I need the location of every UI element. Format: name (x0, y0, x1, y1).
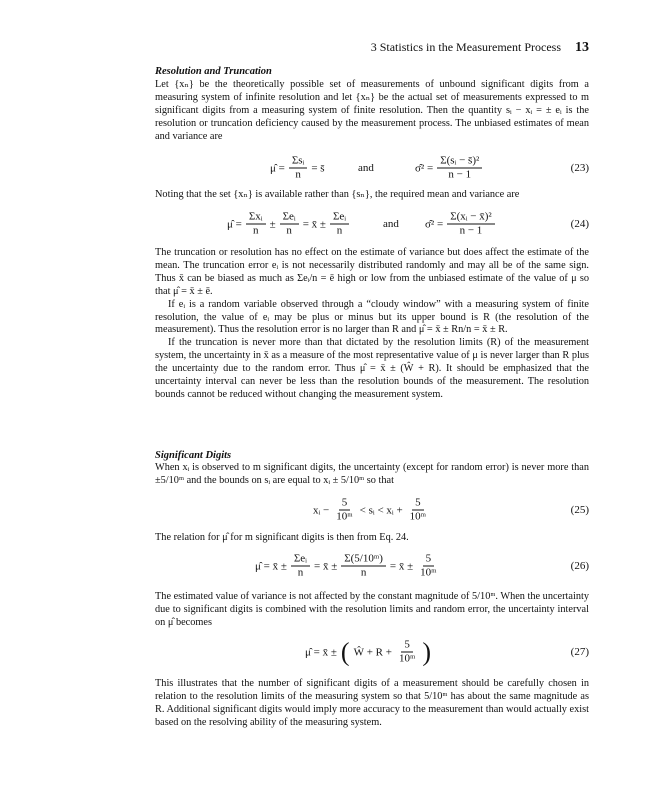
eq27-lhs: μ̂ = x̄ ± (305, 646, 337, 658)
eq27-n: 5 (401, 639, 413, 653)
eq26-n1: Σeᵢ (291, 553, 310, 567)
eq25-frac1 (333, 497, 355, 524)
eq25-d1: 10ᵐ (336, 510, 353, 523)
equation-27 (155, 630, 589, 674)
eq26-d2: n (360, 566, 367, 579)
eq24-mean (227, 211, 349, 238)
eq26-n3: 5 (423, 553, 435, 567)
paragraph-8-text: The estimated value of variance is not affected by the constant magnitude of 5/10ᵐ. When the uncertainty due to significant digits is combined with the resolution limits and random error, the uncertainty interval on μ̂ becomes (155, 591, 589, 628)
paragraph-8 (155, 591, 589, 630)
eq27-inner: Ŵ + R + (353, 646, 392, 658)
eq24-d2: n (286, 224, 292, 237)
eq27-number: (27) (570, 646, 589, 658)
eq25-d2: 10ᵐ (409, 510, 427, 523)
eq26-number: (26) (570, 560, 589, 572)
paragraph-3-text: The truncation or resolution has no effect on the estimate of variance but does affect the estimate of the mean. The truncation error eᵢ is not necessarily distributed randomly and may all be of the same sign. Thus x̄ can be biased as much as Σeᵢ/n = ē high or low from the unbiased estimate of the value of μ so that μ̂ = x̄ ± ē. (155, 247, 589, 297)
paragraph-1-text: Let {xₙ} be the theoretically possible set of measurements of unbound significant digits from a measuring system of infinite resolution and let {xₙ} be the actual set of measurements expressed to m significant digits from a measuring system of finite resolution. Then the quantity sᵢ − xᵢ = ± eᵢ is the resolution or truncation deficiency caused by the measurement process. The unbiased estimates of mean and variance are (155, 79, 589, 142)
eq24-n2: Σeᵢ (280, 211, 299, 225)
eq24-variance (425, 211, 495, 238)
eq24-var-den: n − 1 (459, 224, 483, 237)
eq24-n3: Σeᵢ (330, 211, 349, 225)
paragraph-7 (155, 532, 589, 545)
eq26-n2: Σ(5/10ᵐ) (341, 553, 386, 567)
paragraph-3 (155, 247, 589, 402)
eq25-left: xᵢ − (313, 504, 330, 516)
eq26-mid2: = x̄ ± (389, 560, 414, 572)
eq25-body (313, 497, 429, 524)
equation-24 (155, 204, 589, 244)
eq24-d1: n (252, 224, 259, 237)
paragraph-4-text: If eᵢ is a random variable observed through a “cloudy window” with a measuring system of finite resolution, the value of eᵢ may be plus or minus but its upper bound is R (the resolution of the measurement). Thus the resolution error is no larger than R and μ̂ = x̄ ± Rn/n = x̄ ± R. (155, 298, 589, 336)
paragraph-9-text: This illustrates that the number of significant digits of a measurement should be carefully chosen in relation to the resolution limits of the measuring system so that 5/10ᵐ has about the same magnitude as R. Additional significant digits would imply more accuracy to the measurement than would actually exist based on the resolving ability of the measuring system. (155, 678, 589, 728)
equation-25 (155, 490, 589, 530)
eq23-and: and (358, 162, 374, 174)
eq24-var-fraction (447, 211, 495, 238)
page-number: 13 (575, 40, 589, 55)
eq25-n1: 5 (339, 497, 351, 511)
eq24-var-num: Σ(xᵢ − x̄)² (447, 211, 495, 225)
eq23-number: (23) (570, 162, 589, 174)
eq27-frac (396, 639, 418, 666)
eq25-frac2 (407, 497, 429, 524)
eq24-frac1 (246, 211, 266, 238)
eq24-pm: ± (269, 218, 276, 230)
eq24-frac2 (280, 211, 299, 238)
eq24-mu-lhs: μ̂ = (227, 218, 242, 230)
eq26-mid1: = x̄ ± (313, 560, 338, 572)
eq25-mid: < sᵢ < xᵢ + (359, 504, 403, 516)
paragraph-9 (155, 678, 589, 730)
eq23-var-fraction (437, 155, 482, 182)
paragraph-2 (155, 189, 589, 202)
eq26-frac1 (291, 553, 310, 580)
paragraph-7-text: The relation for μ̂ for m significant digits is then from Eq. 24. (155, 532, 409, 543)
eq23-variance (415, 155, 482, 182)
eq24-n1: Σxᵢ (246, 211, 266, 225)
equation-26 (155, 546, 589, 586)
eq25-n2: 5 (412, 497, 424, 511)
eq26-lhs: μ̂ = x̄ ± (255, 560, 287, 572)
eq26-body (255, 553, 440, 580)
eq26-d1: n (297, 566, 304, 579)
eq24-mid: = x̄ ± (302, 218, 326, 230)
paragraph-6 (155, 462, 589, 488)
eq24-frac3 (330, 211, 349, 238)
eq24-number: (24) (570, 218, 589, 230)
eq26-frac2 (341, 553, 386, 580)
eq24-var-lhs: σ̂² = (425, 218, 444, 230)
eq23-var-num: Σ(sᵢ − s̄)² (437, 155, 482, 169)
paragraph-2-text: Noting that the set {xₙ} is available rather than {sₙ}, the required mean and variance are (155, 189, 520, 200)
eq23-mean-fraction (289, 155, 307, 182)
eq24-d3: n (336, 224, 343, 237)
eq23-var-den: n − 1 (448, 168, 472, 181)
equation-23 (155, 148, 589, 188)
running-header (155, 40, 589, 56)
eq27-body (305, 639, 431, 666)
section-heading-significant: Significant Digits (155, 450, 232, 461)
eq26-d3: 10ᵐ (420, 566, 437, 579)
eq23-mu-lhs: μ̂ = (270, 162, 285, 174)
eq24-and: and (383, 218, 399, 230)
eq23-var-lhs: σ̂² = (415, 162, 434, 174)
eq25-number: (25) (570, 504, 589, 516)
eq23-mean-num: Σsᵢ (289, 155, 307, 169)
paragraph-6-text: When xᵢ is observed to m significant digits, the uncertainty (except for random error) is never more than ±5/10ᵐ and the bounds on sᵢ are equal to xᵢ ± 5/10ᵐ so that (155, 462, 589, 486)
eq27-d: 10ᵐ (398, 652, 416, 665)
eq27-close-paren: ) (422, 637, 432, 666)
eq23-mu-rhs: = s̄ (311, 162, 325, 174)
section-heading-resolution: Resolution and Truncation (155, 66, 272, 77)
header-title: 3 Statistics in the Measurement Process (370, 40, 561, 54)
paragraph-5-text: If the truncation is never more than that dictated by the resolution limits (R) of the measurement system, the uncertainty in x̄ as a measure of the most representative value of μ is never larger than R plus the uncertainty due to the random error. Thus μ̂ = x̄ ± (Ŵ + R). It should be emphasized that the uncertainty interval can never be less than the resolution bounds of the measurement. The resolution bounds cannot be reduced without changing the measurement system. (155, 337, 589, 400)
paragraph-1 (155, 79, 589, 144)
eq27-open-paren: ( (340, 637, 350, 666)
eq26-frac3 (417, 553, 439, 580)
eq23-mean (270, 155, 325, 182)
eq23-mean-den: n (295, 168, 301, 181)
